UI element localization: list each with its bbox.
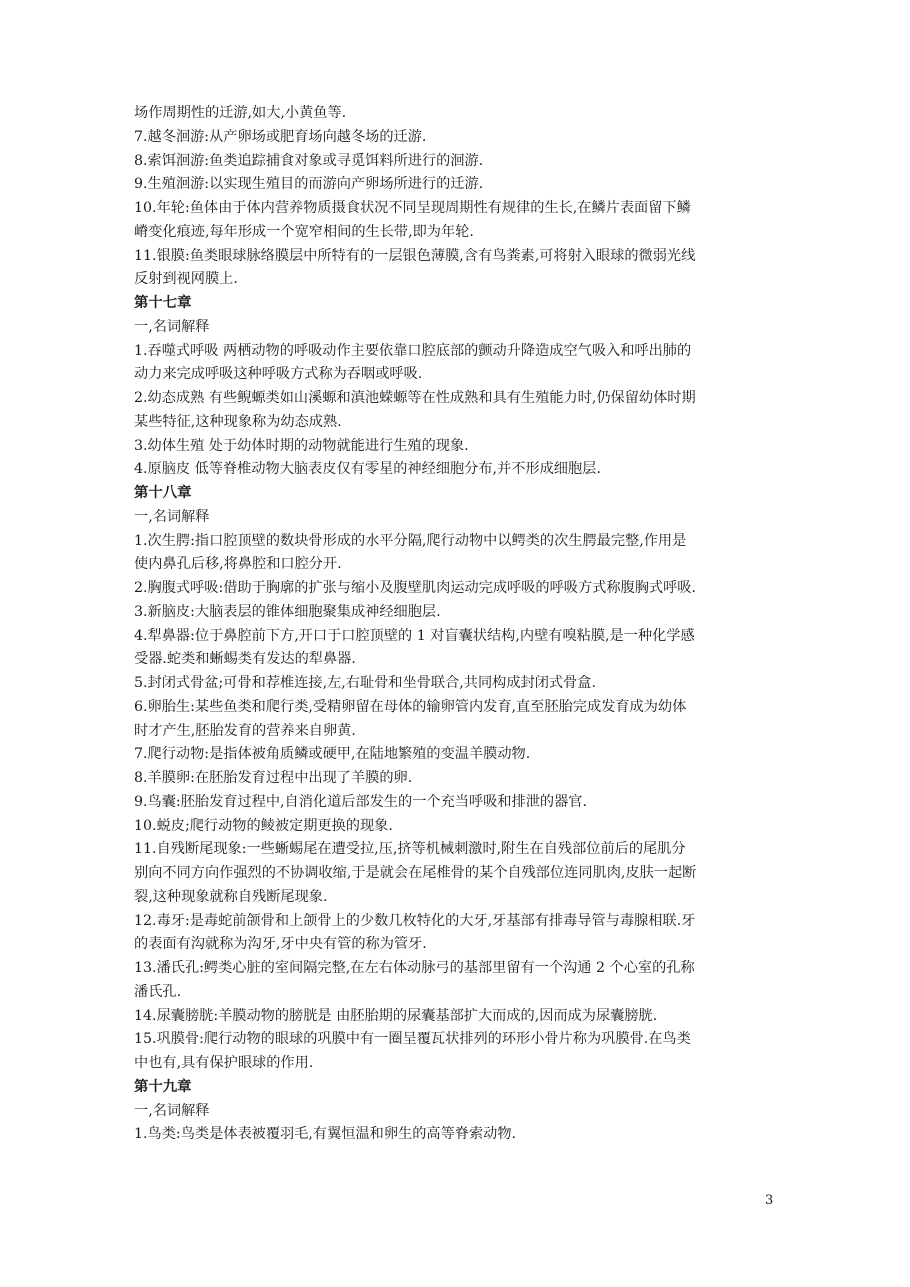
text-line: 受器.蛇类和蜥蜴类有发达的犁鼻器.: [134, 651, 356, 668]
chapter-heading: 第十七章: [134, 295, 192, 311]
text-line: 8.索饵洄游:鱼类追踪捕食对象或寻觅饵料所进行的洄游.: [134, 152, 484, 169]
text-line: 反射到视网膜上.: [134, 271, 238, 288]
text-line: 9.鸟囊:胚胎发育过程中,自消化道后部发生的一个充当呼吸和排泄的器官.: [134, 793, 587, 810]
chapter-heading: 第十八章: [134, 485, 192, 501]
text-line: 潘氏孔.: [134, 983, 182, 1000]
document-page: [134, 102, 782, 1147]
text-line: 5.封闭式骨盆;可骨和荐椎连接,左,右耻骨和坐骨联合,共同构成封闭式骨盒.: [134, 675, 596, 691]
text-line: 13.潘氏孔:鳄类心脏的室间隔完整,在左右体动脉弓的基部里留有一个沟通 2 个心室的孔称: [134, 960, 695, 976]
text-line: 一,名词解释: [134, 1102, 210, 1119]
text-line: 7.越冬洄游:从产卵场或肥育场向越冬场的迁游.: [134, 128, 427, 145]
text-line: 一,名词解释: [134, 508, 210, 525]
text-line: 9.生殖洄游:以实现生殖目的而游向产卵场所进行的迁游.: [134, 176, 484, 193]
text-line: 1.吞噬式呼吸 两栖动物的呼吸动作主要依靠口腔底部的颤动升降造成空气吸入和呼出肺的: [134, 342, 692, 359]
text-line: 使内鼻孔后移,将鼻腔和口腔分开.: [134, 556, 342, 573]
text-line: 1.鸟类:鸟类是体表被覆羽毛,有翼恒温和卵生的高等脊索动物.: [134, 1126, 517, 1143]
text-line: 动力来完成呼吸这种呼吸方式称为吞咽或呼吸.: [134, 366, 423, 383]
text-line: 裂,这种现象就称自残断尾现象.: [134, 888, 328, 905]
text-line: 3.新脑皮:大脑表层的锥体细胞聚集成神经细胞层.: [134, 603, 441, 620]
text-line: 别向不同方向作强烈的不协调收缩,于是就会在尾椎骨的某个自残部位连同肌肉,皮肤一起断: [134, 865, 697, 881]
text-line: 时才产生,胚胎发育的营养来自卵黄.: [134, 722, 356, 739]
text-line: 3.幼体生殖 处于幼体时期的动物就能进行生殖的现象.: [134, 437, 469, 454]
text-line: 1.次生腭:指口腔顶壁的数块骨形成的水平分隔,爬行动物中以鳄类的次生腭最完整,作用是: [134, 532, 687, 549]
text-line: 中也有,具有保护眼球的作用.: [134, 1055, 314, 1071]
chapter-heading: 第十九章: [134, 1078, 192, 1095]
text-line: 2.胸腹式呼吸:借助于胸廓的扩张与缩小及腹壁肌肉运动完成呼吸的呼吸方式称腹胸式呼吸.: [134, 580, 696, 596]
text-line: 11.银膜:鱼类眼球脉络膜层中所特有的一层银色薄膜,含有鸟粪素,可将射入眼球的微弱光线: [134, 247, 696, 264]
text-line: 15.巩膜骨:爬行动物的眼球的巩膜中有一圈呈覆瓦状排列的环形小骨片称为巩膜骨.在鸟类: [134, 1031, 691, 1048]
text-line: 的表面有沟就称为沟牙,牙中央有管的称为管牙.: [134, 936, 427, 953]
text-line: 4.原脑皮 低等脊椎动物大脑表皮仅有零星的神经细胞分布,并不形成细胞层.: [134, 461, 601, 478]
text-line: 2.幼态成熟 有些鲵螈类如山溪螈和滇池蝾螈等在性成熟和具有生殖能力时,仍保留幼体时期: [134, 390, 696, 406]
text-line: 12.毒牙:是毒蛇前颌骨和上颌骨上的少数几枚特化的大牙,牙基部有排毒导管与毒腺相联.牙: [134, 912, 696, 929]
text-line: 场作周期性的迁游,如大,小黄鱼等.: [134, 105, 347, 121]
text-line: 14.尿囊膀胱:羊膜动物的膀胱是 由胚胎期的尿囊基部扩大而成的,因而成为尿囊膀胱.: [134, 1007, 658, 1024]
page-number: 3: [765, 1193, 774, 1208]
text-line: 10.年轮:鱼体由于体内营养物质摄食状况不同呈现周期性有规律的生长,在鳞片表面留下鳞: [134, 200, 691, 216]
text-line: 4.犁鼻器:位于鼻腔前下方,开口于口腔顶壁的 1 对盲囊状结构,内壁有嗅粘膜,是一种化学感: [134, 627, 695, 644]
text-line: 10.蜕皮;爬行动物的鲮被定期更换的现象.: [134, 817, 393, 834]
text-line: 嵴变化痕迹,每年形成一个宽窄相间的生长带,即为年轮.: [134, 223, 474, 240]
text-line: 6.卵胎生:某些鱼类和爬行类,受精卵留在母体的输卵管内发育,直至胚胎完成发育成为幼体: [134, 698, 687, 715]
text-line: 一,名词解释: [134, 318, 210, 335]
text-line: 8.羊膜卵:在胚胎发育过程中出现了羊膜的卵.: [134, 770, 413, 786]
text-line: 11.自残断尾现象:一些蜥蜴尾在遭受拉,压,挤等机械刺激时,附生在自残部位前后的尾肌分: [134, 841, 686, 858]
text-line: 某些特征,这种现象称为幼态成熟.: [134, 413, 342, 430]
text-line: 7.爬行动物:是指体被角质鳞或硬甲,在陆地繁殖的变温羊膜动物.: [134, 746, 531, 763]
